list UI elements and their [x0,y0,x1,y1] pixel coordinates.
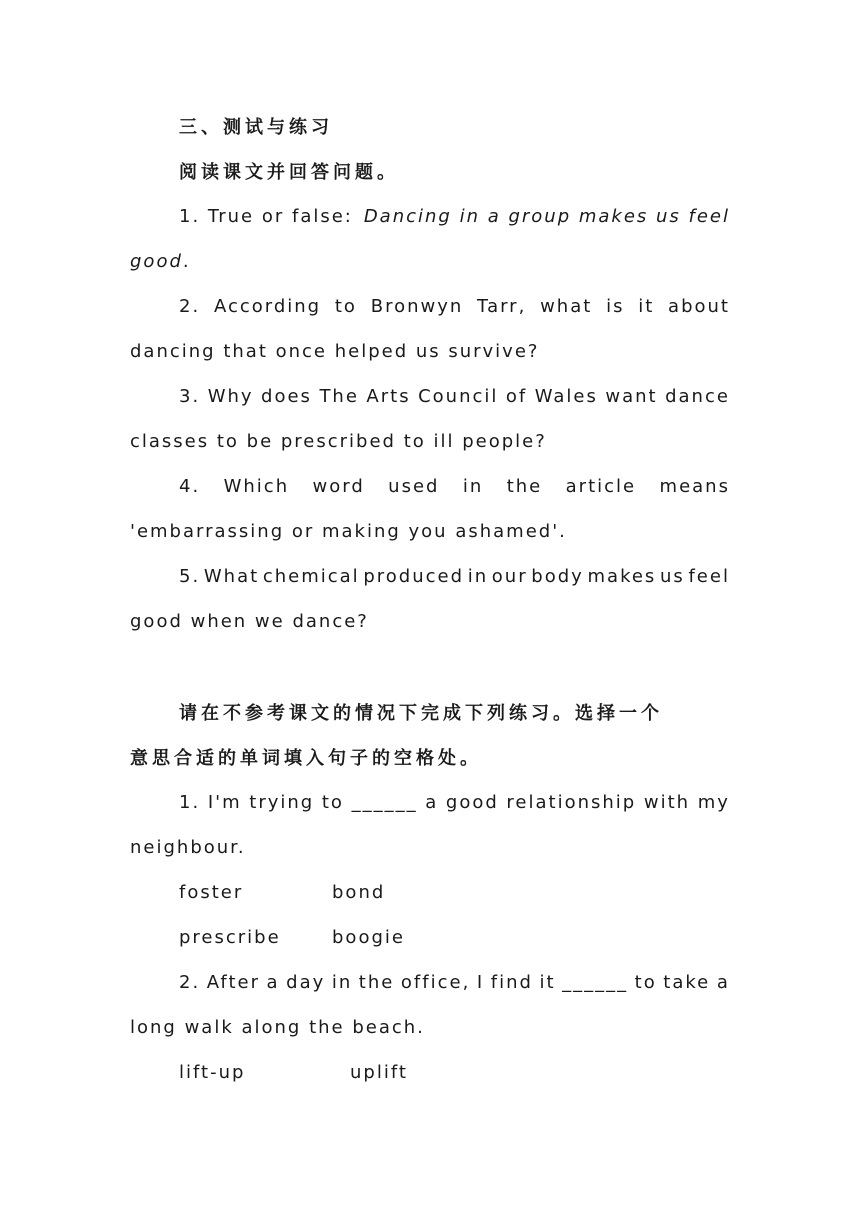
exercise-1-option-foster: foster [179,882,244,903]
word: us [659,566,685,587]
word: what [540,296,593,317]
word: to [634,972,657,993]
word: with [643,792,691,813]
word: our [491,566,528,587]
word: chemical [262,566,360,587]
word: I [476,972,485,993]
word: relationship [506,792,637,813]
word: Tarr, [477,296,527,317]
question-5-line2: good when we dance? [130,611,369,632]
word: good [445,792,499,813]
word: used [388,476,440,497]
word: produced [363,566,465,587]
word: After [206,972,260,993]
word: Bronwyn [370,296,464,317]
word: about [668,296,730,317]
question-5-line1 [179,565,730,589]
exercise-1-option-boogie: boogie [332,927,405,948]
word: 4. [179,476,201,497]
word: ______ [351,792,418,813]
word: According [213,296,322,317]
word: it [638,296,655,317]
word: means [659,476,730,497]
word: feel [688,566,730,587]
word: body [531,566,584,587]
question-1-statement-end: good [130,251,183,272]
question-1-suffix: . [182,251,191,272]
word: to [334,296,357,317]
word: the [358,972,395,993]
word: to [321,792,344,813]
word: The [319,386,359,407]
word: ______ [562,972,629,993]
word: Why [207,386,254,407]
exercise-2-line1 [179,971,730,995]
word: day [286,972,326,993]
part2-instruction-line2: 意思合适的单词填入句子的空格处。 [130,748,482,769]
exercise-2-option-uplift: uplift [350,1062,408,1083]
word: find [490,972,533,993]
question-4-line2: 'embarrassing or making you ashamed'. [130,521,567,542]
word: the [506,476,543,497]
word: article [565,476,637,497]
exercise-1-line1 [179,791,730,815]
word: want [605,386,658,407]
word: a [425,792,439,813]
question-1-prefix: 1. True or false: [179,206,361,227]
part1-instruction: 阅读课文并回答问题。 [179,162,399,183]
word: I'm [207,792,242,813]
exercise-1-option-bond: bond [332,882,386,903]
word: does [261,386,312,407]
word: word [312,476,365,497]
word: it [539,972,556,993]
word: Arts [366,386,411,407]
word: in [462,476,484,497]
word: 1. [179,792,201,813]
word: in [467,566,489,587]
word: What [203,566,260,587]
word: is [606,296,625,317]
word: a [716,972,730,993]
word: dance [665,386,730,407]
word: trying [249,792,315,813]
word: 2. [179,972,201,993]
exercise-1-line2: neighbour. [130,837,246,858]
question-1-statement: Dancing in a group makes us feel [363,206,730,227]
question-3-line2: classes to be prescribed to ill people? [130,431,547,452]
question-2-line1 [179,295,730,319]
exercise-1-option-prescribe: prescribe [179,927,281,948]
word: Which [223,476,290,497]
word: a [266,972,280,993]
question-4-line1 [179,475,730,499]
exercise-2-option-lift-up: lift-up [179,1062,246,1083]
word: 2. [179,296,201,317]
question-1-line2 [130,250,730,274]
word: makes [587,566,657,587]
word: my [697,792,730,813]
word: office, [400,972,471,993]
word: in [331,972,353,993]
word: of [505,386,528,407]
question-2-line2: dancing that once helped us survive? [130,341,540,362]
word: Wales [534,386,598,407]
word: Council [418,386,499,407]
word: 3. [179,386,201,407]
question-1-line1 [179,205,730,229]
exercise-2-line2: long walk along the beach. [130,1017,425,1038]
part2-instruction-line1: 请在不参考课文的情况下完成下列练习。选择一个 [179,703,663,724]
word: 5. [179,566,201,587]
section-title: 三、测试与练习 [179,117,333,138]
question-3-line1 [179,385,730,409]
word: take [663,972,711,993]
